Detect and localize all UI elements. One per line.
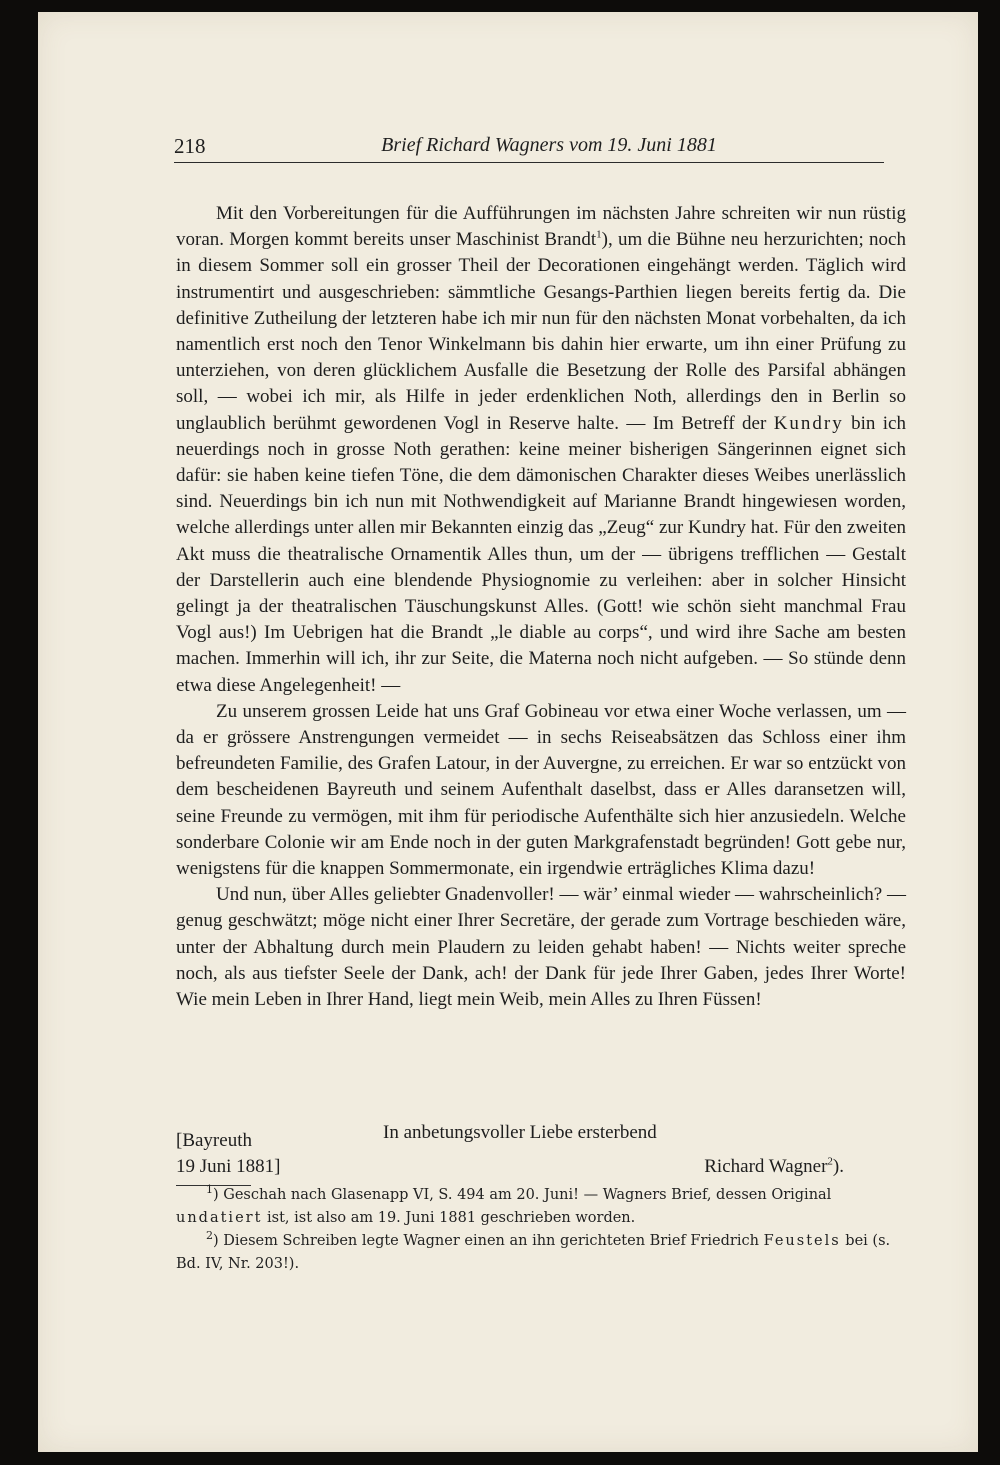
closing-place: [Bayreuth <box>176 1130 252 1151</box>
paragraph-1 <box>176 201 906 699</box>
signature <box>704 1156 844 1178</box>
footnote-1-emphasis: undatiert <box>176 1210 263 1226</box>
page-header <box>174 134 884 163</box>
footnotes <box>176 1184 906 1276</box>
running-title: Brief Richard Wagners vom 19. Juni 1881 <box>381 134 717 156</box>
footnote-1-text-a: ) Geschah nach Glasenapp VI, S. 494 am 20. Juni! — Wagners Brief, dessen Original <box>213 1187 832 1203</box>
paragraph-1-text-c: bin ich neuerdings noch in grosse Noth gerathen: keine meiner bisherigen Sängerinnen eignet sich dafür: sie haben keine tiefen Töne, die dem dämonischen Charakter dieses Weibes unerlässlich sind. Neuerdings bin ich nun mit Nothwendigkeit auf Marianne Brandt hingewiesen worden, welche allerdings unter allen mir Bekannten einzig das „Zeug“ zur Kundry hat. Für den zweiten Akt muss die theatralische Ornamentik Alles thun, um der — übrigens trefflichen — Gestalt der Darstellerin auch eine blendende Physiognomie zu verleihen: aber in solcher Hinsicht gelingt ja der theatralischen Täuschungskunst Alles. (Gott! wie schön sieht manchmal Frau Vogl aus!) Im Uebrigen hat die Brandt „le diable au corps“, und wird ihre Sache am besten machen. Immerhin will ich, ihr zur Seite, die Materna noch nicht aufgeben. — So stünde denn etwa diese Angelegenheit! — <box>176 412 906 696</box>
paragraph-1-text-a: Mit den Vorbereitungen für die Aufführungen im nächsten Jahre schreiten wir nun rüstig voran. Morgen kommt bereits unser Maschinist Brandt <box>176 203 906 251</box>
footnote-1-text-b: ist, ist also am 19. Juni 1881 geschrieben worden. <box>262 1210 636 1226</box>
signature-name: Richard Wagner <box>704 1156 828 1177</box>
paragraph-3: Und nun, über Alles geliebter Gnadenvoller! — wär’ einmal wieder — wahrscheinlich? — genug geschwätzt; möge nicht einer Ihrer Secretäre, der gerade zum Vortrage beschieden wäre, unter der Abhaltung durch mein Plaudern zu leiden gehabt haben! — Nichts weiter spreche noch, als aus tiefster Seele der Dank, ach! der Dank für jede Ihrer Gaben, jedes Ihrer Worte! Wie mein Leben in Ihrer Hand, liegt mein Weib, mein Alles zu Ihren Füssen! <box>176 884 906 1011</box>
signature-end: ). <box>832 1156 844 1177</box>
paragraph-2: Zu unserem grossen Leide hat uns Graf Gobineau vor etwa einer Woche verlassen, um — da er grössere Anstrengungen vermeidet — in sechs Reiseabsätzen das Schloss einer ihm befreundeten Familie, des Grafen Latour, in der Auvergne, zu erreichen. Er war so entzückt von dem bescheidenen Bayreuth und seinem Aufenthalt daselbst, dass er Alles daransetzen will, seine Freunde zu vermögen, mit ihm für periodische Aufenthälte sich hier anzusiedeln. Welche sonderbare Colonie wir am Ende noch in der guten Markgrafenstadt begründen! Gott gebe nur, wenigstens für die knappen Sommermonate, ein irgendwie erträgliches Klima dazu! <box>176 700 906 880</box>
footnote-1-mark: 1 <box>206 1183 213 1197</box>
footnote-2-text-a: ) Diesem Schreiben legte Wagner einen an ihn gerichteten Brief Friedrich <box>213 1233 764 1249</box>
footnote-ref-2: 2 <box>827 1155 833 1168</box>
letter-body <box>176 201 906 1013</box>
footnote-2-text-b: bei (s. Bd. IV, Nr. 203!). <box>176 1233 891 1272</box>
paragraph-1-text-b: ), um die Bühne neu herzurichten; noch in diesem Sommer soll ein grosser Theil der Decorationen eingehängt werden. Täglich wird instrumentirt und ausgeschrieben: sämmtliche Gesangs-Parthien liegen bereits fertig da. Die definitive Zutheilung der letzteren habe ich mir nun für den nächsten Monat vorbehalten, da ich namentlich erst noch den Tenor Winkelmann bis dahin hier erwarte, um ihn einer Prüfung zu unterziehen, von deren glücklichem Ausfalle die Besetzung der Rolle des Parsifal abhängen soll, — wobei ich mir, als Hilfe in jeder erdenklichen Noth, allerdings den in Berlin so unglaublich berühmt gewordenen Vogl in Reserve halte. — Im Betreff der <box>176 229 906 434</box>
footnote-1 <box>176 1184 906 1230</box>
page-number: 218 <box>174 134 206 158</box>
letter-closing <box>176 1120 906 1182</box>
footnote-2-emphasis: Feustels <box>763 1233 841 1249</box>
closing-date: 19 Juni 1881] <box>176 1156 281 1177</box>
footnote-2-mark: 2 <box>206 1229 213 1243</box>
footnote-ref-1: 1 <box>596 228 602 241</box>
emphasis-kundry: Kundry <box>773 412 844 434</box>
footnote-2 <box>176 1230 906 1276</box>
closing-phrase: In anbetungsvoller Liebe ersterbend <box>383 1122 657 1143</box>
